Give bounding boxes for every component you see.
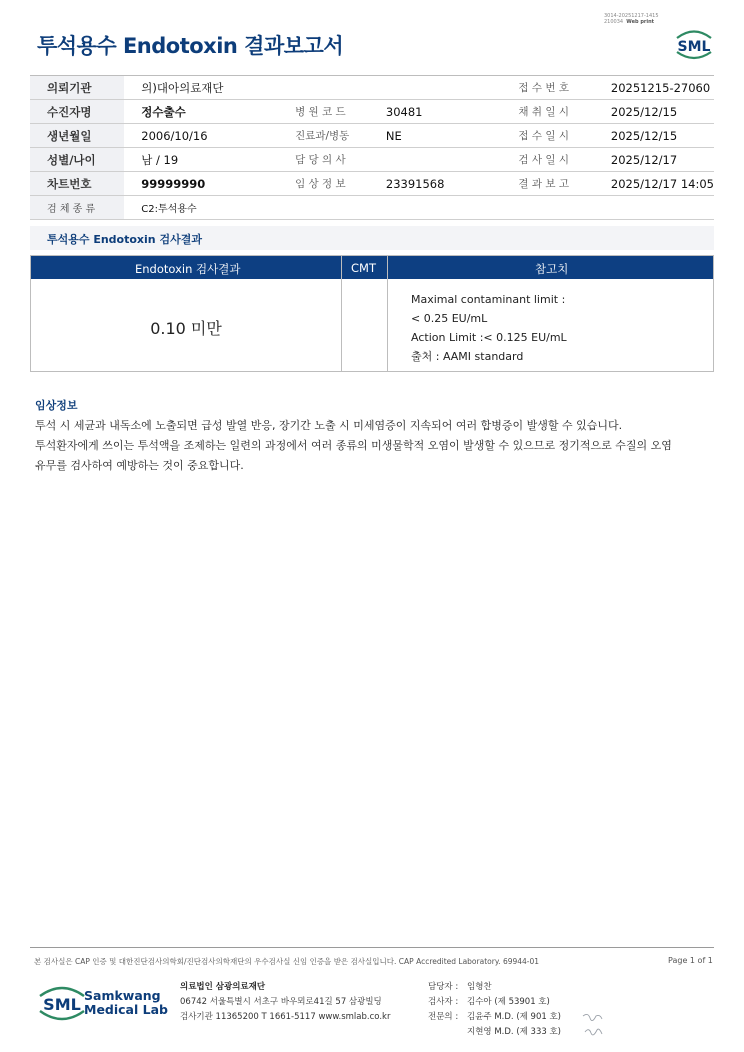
clinical-line: 투석 시 세균과 내독소에 노출되면 급성 발열 반응, 장기간 노출 시 미세염증이 지속되어 여러 합병증이 발생할 수 있습니다. — [35, 419, 623, 432]
info-row — [30, 148, 714, 172]
samkwang-logo-icon — [37, 981, 87, 1025]
logo-text: SML — [677, 39, 711, 55]
info-row — [30, 76, 714, 100]
staff-label: 전문의 : — [428, 1012, 459, 1022]
column-divider — [341, 256, 342, 372]
info-value: 2006/10/16 — [124, 124, 277, 148]
info-value: 2025/12/17 — [594, 148, 714, 172]
info-value: 의)대아의료재단 — [124, 76, 502, 100]
info-label: 접 수 일 시 — [502, 124, 594, 148]
info-value: 남 / 19 — [124, 148, 277, 172]
reference-line: Action Limit :< 0.125 EU/mL — [411, 331, 567, 344]
reference-line: < 0.25 EU/mL — [411, 312, 488, 325]
info-label: 검 사 일 시 — [502, 148, 594, 172]
reference-line: Maximal contaminant limit : — [411, 293, 566, 306]
staff-value: 임형찬 — [467, 982, 492, 992]
info-value: 2025/12/17 14:05 — [594, 172, 714, 196]
header-cmt: CMT — [351, 261, 376, 275]
info-label: 결 과 보 고 — [502, 172, 594, 196]
brand-line: Samkwang — [84, 988, 161, 1003]
web-print-label: Web print — [626, 19, 655, 25]
report-title: 투석용수 Endotoxin 결과보고서 — [37, 34, 344, 58]
info-row — [30, 100, 714, 124]
section-header — [30, 226, 714, 250]
info-row — [30, 172, 714, 196]
foundation-name: 의료법인 삼광의료재단 — [180, 982, 266, 992]
print-code — [604, 13, 659, 25]
staff-label: 담당자 : — [428, 982, 459, 992]
info-value — [369, 148, 503, 172]
footer-divider — [30, 947, 714, 948]
staff-row — [428, 980, 561, 995]
brand-name — [84, 989, 168, 1017]
sml-logo-icon — [672, 24, 716, 64]
clinical-info-title: 임상정보 — [35, 399, 78, 412]
clinical-info-text — [35, 416, 715, 476]
patient-info-table — [30, 75, 714, 220]
info-value: NE — [369, 124, 503, 148]
result-header-row — [31, 256, 713, 279]
foundation-contact: 검사기관 11365200 T 1661-5117 www.smlab.co.kr — [180, 1012, 391, 1022]
info-label: 병 원 코 드 — [277, 100, 369, 124]
staff-value: 지현영 M.D. (제 333 호) — [467, 1027, 562, 1037]
clinical-line: 유무를 검사하여 예방하는 것이 중요합니다. — [35, 459, 244, 472]
info-label: 담 당 의 사 — [277, 148, 369, 172]
info-value: 20251215-27060 — [594, 76, 714, 100]
info-value: 99999990 — [124, 172, 277, 196]
staff-row — [428, 1010, 561, 1025]
info-label: 임 상 정 보 — [277, 172, 369, 196]
info-value: 23391568 — [369, 172, 503, 196]
info-row — [30, 196, 714, 220]
print-code-line2: 210034 — [604, 19, 624, 25]
page-number: Page 1 of 1 — [668, 956, 713, 965]
reference-range — [411, 290, 567, 366]
info-value: 2025/12/15 — [594, 100, 714, 124]
info-label: 생년월일 — [30, 124, 124, 148]
result-table — [30, 255, 714, 372]
info-label: 검 체 종 류 — [30, 196, 124, 220]
brand-line: Medical Lab — [84, 1002, 168, 1017]
info-label: 접 수 번 호 — [502, 76, 594, 100]
reference-line: 출처 : AAMI standard — [411, 350, 524, 363]
info-value: 2025/12/15 — [594, 124, 714, 148]
header-reference: 참고치 — [535, 262, 569, 276]
endotoxin-result-value: 0.10 미만 — [150, 319, 222, 338]
staff-label: 검사자 : — [428, 997, 459, 1007]
clinical-line: 투석환자에게 쓰이는 투석액을 조제하는 일련의 과정에서 여러 종류의 미생물학적 오염이 발생할 수 있으므로 정기적으로 수질의 오염 — [35, 439, 672, 452]
foundation-info — [180, 980, 390, 1025]
staff-value: 김수아 (제 53901 호) — [467, 997, 550, 1007]
print-code-line1: 3014-20251217-1415 — [604, 13, 659, 19]
staff-row — [428, 995, 561, 1010]
column-divider — [387, 256, 388, 372]
header-endotoxin: Endotoxin 검사결과 — [135, 262, 241, 276]
info-value: 정수출수 — [124, 100, 277, 124]
info-label: 채 취 일 시 — [502, 100, 594, 124]
foundation-address: 06742 서울특별시 서초구 바우뫼로41길 57 삼광빌딩 — [180, 997, 382, 1007]
info-label: 차트번호 — [30, 172, 124, 196]
section-title: 투석용수 Endotoxin 검사결과 — [47, 233, 202, 246]
info-label: 의뢰기관 — [30, 76, 124, 100]
info-row — [30, 124, 714, 148]
logo-text: SML — [43, 995, 81, 1014]
signature-mark — [580, 1010, 606, 1040]
info-label: 수진자명 — [30, 100, 124, 124]
certification-note: 본 검사실은 CAP 인증 및 대한진단검사의학회/진단검사의학재단의 우수검사실 신임 인증을 받은 검사실입니다. CAP Accredited Laboratory. 69944-01 — [34, 957, 540, 966]
info-value: 30481 — [369, 100, 503, 124]
staff-value: 김윤주 M.D. (제 901 호) — [467, 1012, 562, 1022]
info-value: C2:투석용수 — [124, 196, 714, 220]
staff-info — [428, 980, 561, 1040]
staff-row — [428, 1025, 561, 1040]
info-label: 진료과/병동 — [277, 124, 369, 148]
info-label: 성별/나이 — [30, 148, 124, 172]
